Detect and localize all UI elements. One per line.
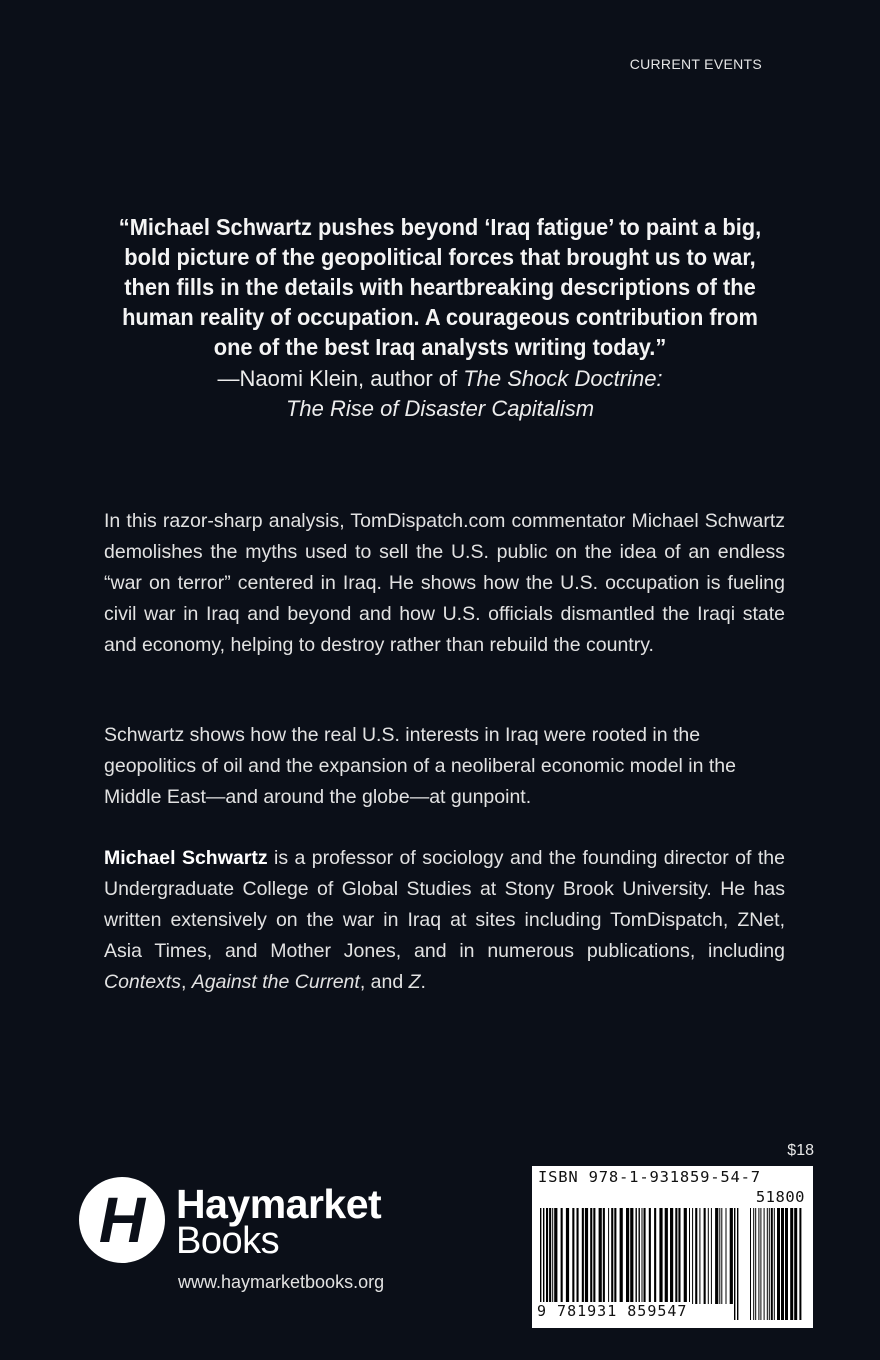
- barcode-bar: [649, 1208, 651, 1304]
- barcode-bar: [771, 1208, 773, 1320]
- barcode-bar: [585, 1208, 588, 1304]
- barcode-bar: [755, 1208, 756, 1320]
- barcode-bar: [785, 1208, 788, 1320]
- bio-publication-2: Against the Current: [191, 971, 360, 993]
- barcode-bar: [750, 1208, 751, 1320]
- barcode-bar: [794, 1208, 797, 1320]
- barcode-bar: [774, 1208, 775, 1320]
- barcode-bar: [554, 1208, 557, 1304]
- barcode-bar: [734, 1208, 735, 1320]
- barcode-bar: [790, 1208, 793, 1320]
- price-label: $18: [787, 1142, 814, 1159]
- barcode-bar: [704, 1208, 706, 1304]
- barcode-bar: [665, 1208, 668, 1304]
- bio-end: .: [420, 971, 426, 993]
- endorsement-quote: “Michael Schwartz pushes beyond ‘Iraq fatigue’ to paint a big, bold picture of the geopolitical forces that brought us to war, then fills in the details with heartbreaking descriptions of the human reality of occupation. A courageous contribution from one of the best Iraq analysts writing today.”: [118, 214, 762, 360]
- barcode-bar: [546, 1208, 548, 1304]
- logo-letter: H: [98, 1184, 146, 1256]
- quote-attribution: [90, 364, 790, 424]
- barcode-bar: [644, 1208, 646, 1304]
- barcode-bar: [715, 1208, 718, 1304]
- description-paragraph-2: Schwartz shows how the real U.S. interests in Iraq were rooted in the geopolitics of oil and the expansion of a neoliberal economic model in the Middle East—and around the globe—at gunpoint.: [104, 724, 736, 808]
- barcode-bar: [572, 1208, 574, 1304]
- barcode-bar: [721, 1208, 722, 1304]
- attribution-book-subtitle: The Rise of Disaster Capitalism: [285, 396, 595, 421]
- barcode-bar: [781, 1208, 784, 1320]
- barcode-bar: [552, 1208, 553, 1304]
- barcode-bar: [684, 1208, 687, 1304]
- publisher-url: www.haymarketbooks.org: [178, 1272, 385, 1292]
- barcode-bar: [561, 1208, 563, 1304]
- barcode-bar: [566, 1208, 569, 1304]
- barcode-bar: [608, 1208, 609, 1304]
- barcode-bar: [737, 1208, 738, 1320]
- barcode-bar: [614, 1208, 616, 1304]
- bio-publication-1: Contexts: [104, 971, 181, 993]
- barcode-bar: [799, 1208, 801, 1320]
- barcode-price-code: 51800: [755, 1188, 805, 1206]
- barcode-bar: [590, 1208, 592, 1304]
- description-paragraph-1: In this razor-sharp analysis, TomDispatch.com commentator Michael Schwartz demolishes the myths used to sell the U.S. public on the idea of an endless “war on terror” centered in Iraq. He shows how the U.S. occupation is fueling civil war in Iraq and beyond and how U.S. officials dismantled the Iraqi state and economy, helping to destroy rather than rebuild the country.: [104, 510, 785, 656]
- barcode-bar: [764, 1208, 765, 1320]
- bio-text: is a professor of sociology and the founding director of the Undergraduate College of Global Studies at Stony Brook University. He has written extensively on the war in Iraq at sites including TomDispatch, ZNet, Asia Times, and Mother Jones, and in numerous publications, including: [104, 847, 785, 962]
- barcode-bar: [659, 1208, 662, 1304]
- isbn-barcode: [532, 1166, 813, 1328]
- attribution-prefix: —Naomi Klein, author of: [217, 366, 464, 391]
- barcode-bar: [719, 1208, 720, 1304]
- barcode-bar: [630, 1208, 633, 1304]
- barcode-bar: [769, 1208, 770, 1320]
- author-bio: [104, 843, 785, 998]
- barcode-bar: [577, 1208, 579, 1304]
- barcode-bar: [699, 1208, 700, 1304]
- barcode-bar: [689, 1208, 690, 1304]
- barcode-bar: [730, 1208, 733, 1304]
- barcode-bar: [549, 1208, 551, 1304]
- barcode-bar: [611, 1208, 613, 1304]
- barcode-bar: [777, 1208, 780, 1320]
- barcode-bar: [758, 1208, 759, 1320]
- barcode-bar: [678, 1208, 680, 1304]
- bio-separator-2: , and: [359, 971, 409, 993]
- barcode-bar: [593, 1208, 595, 1304]
- barcode-bar: [726, 1208, 727, 1304]
- barcode-bar: [708, 1208, 709, 1304]
- barcode-bar: [767, 1208, 768, 1320]
- barcode-bar: [760, 1208, 761, 1320]
- barcode-bar: [711, 1208, 712, 1304]
- barcode-digits: 9 781931 859547: [534, 1302, 690, 1320]
- barcode-bar: [626, 1208, 629, 1304]
- author-name: Michael Schwartz: [104, 847, 268, 869]
- barcode-bar: [603, 1208, 605, 1304]
- haymarket-h-logo-icon: [78, 1176, 166, 1264]
- barcode-bar: [599, 1208, 602, 1304]
- barcode-bar: [654, 1208, 656, 1304]
- attribution-book-title: The Shock Doctrine:: [463, 366, 663, 391]
- barcode-bar: [675, 1208, 677, 1304]
- bio-separator-1: ,: [180, 971, 192, 993]
- barcode-bar: [753, 1208, 754, 1320]
- barcode-bar: [692, 1208, 693, 1304]
- bio-publication-3: Z: [408, 971, 421, 993]
- barcode-bar: [695, 1208, 697, 1304]
- publisher-name-line1: Haymarket: [176, 1181, 382, 1227]
- publisher-logo: [78, 1176, 423, 1298]
- barcode-bar: [670, 1208, 673, 1304]
- isbn-number: ISBN 978-1-931859-54-7: [538, 1168, 761, 1186]
- category-label: CURRENT EVENTS: [629, 56, 762, 72]
- barcode-bar: [642, 1208, 643, 1304]
- barcode-bar: [582, 1208, 584, 1304]
- barcode-bar: [620, 1208, 623, 1304]
- publisher-name-line2: Books: [176, 1220, 280, 1262]
